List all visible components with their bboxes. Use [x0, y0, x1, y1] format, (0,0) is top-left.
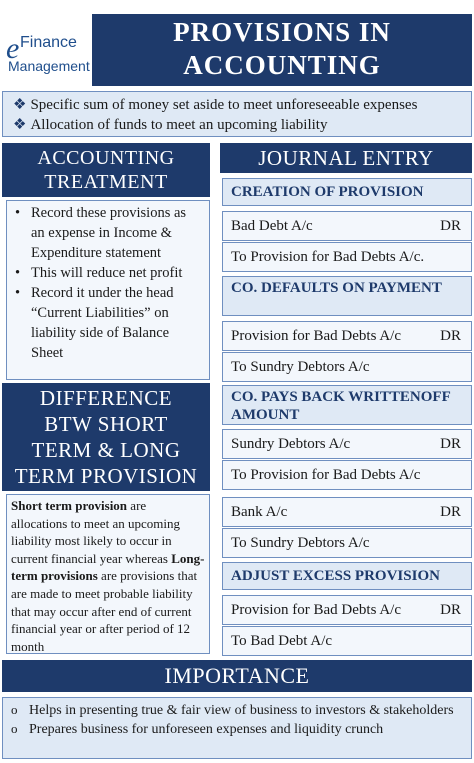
- definition-item: ❖ Allocation of funds to meet an upcoming liability: [13, 117, 328, 133]
- list-item: • This will reduce net profit: [15, 263, 203, 283]
- journal-row: Bank A/c DR: [222, 497, 472, 527]
- short-term-label: Short term provision: [11, 498, 128, 513]
- list-item: o Helps in presenting true & fair view of business to investors & stakeholders: [11, 702, 463, 719]
- importance-list: [2, 697, 472, 759]
- accounting-treatment-heading: ACCOUNTING TREATMENT: [2, 143, 210, 197]
- logo-line1: Finance: [20, 34, 77, 51]
- section-co-defaults-on-payment: CO. DEFAULTS ON PAYMENT: [222, 276, 472, 316]
- page-title: [92, 14, 472, 86]
- section-adjust-excess-provision: ADJUST EXCESS PROVISION: [222, 562, 472, 590]
- title-line2: ACCOUNTING: [183, 50, 381, 80]
- journal-row: To Provision for Bad Debts A/c: [222, 460, 472, 490]
- journal-row: Provision for Bad Debts A/c DR: [222, 321, 472, 351]
- journal-row: Sundry Debtors A/c DR: [222, 429, 472, 459]
- difference-heading: DIFFERENCE BTW SHORT TERM & LONG TERM PROVISION: [2, 383, 210, 491]
- list-item: • Record these provisions as an expense in Income & Expenditure statement: [15, 203, 203, 263]
- section-co-pays-back-writtenoff-amount: CO. PAYS BACK WRITTENOFF AMOUNT: [222, 385, 472, 425]
- section-creation-of-provision: CREATION OF PROVISION: [222, 178, 472, 206]
- long-term-label: Long-term provisions: [11, 550, 205, 584]
- journal-row: To Bad Debt A/c: [222, 626, 472, 656]
- difference-text: Short term provision are allocations to meet an upcoming liability most likely to occur in current financial year whereas Long-term provisions are provisions that are made to meet probable liability that may occur after end of current financial year or after period of 12 month: [6, 494, 210, 654]
- logo-mark: e: [6, 32, 20, 65]
- definition-item: ❖ Specific sum of money set aside to meet unforeseeable expenses: [13, 97, 418, 113]
- importance-heading: IMPORTANCE: [2, 660, 472, 692]
- journal-row: To Provision for Bad Debts A/c.: [222, 242, 472, 272]
- journal-entry-heading: JOURNAL ENTRY: [220, 143, 472, 173]
- list-item: • Record it under the head “Current Liabilities” on liability side of Balance Sheet: [15, 283, 203, 363]
- definition-box: [2, 91, 472, 137]
- accounting-treatment-list: [6, 200, 210, 380]
- journal-row: Provision for Bad Debts A/c DR: [222, 595, 472, 625]
- logo-line2: Management: [8, 58, 90, 74]
- diamond-bullet-icon: ❖: [13, 97, 27, 113]
- list-item: o Prepares business for unforeseen expenses and liquidity crunch: [11, 721, 463, 738]
- journal-row: To Sundry Debtors A/c: [222, 352, 472, 382]
- logo: [2, 14, 88, 84]
- diamond-bullet-icon: ❖: [13, 117, 27, 133]
- title-line1: PROVISIONS IN: [173, 17, 391, 47]
- journal-row: To Sundry Debtors A/c: [222, 528, 472, 558]
- journal-row: Bad Debt A/c DR: [222, 211, 472, 241]
